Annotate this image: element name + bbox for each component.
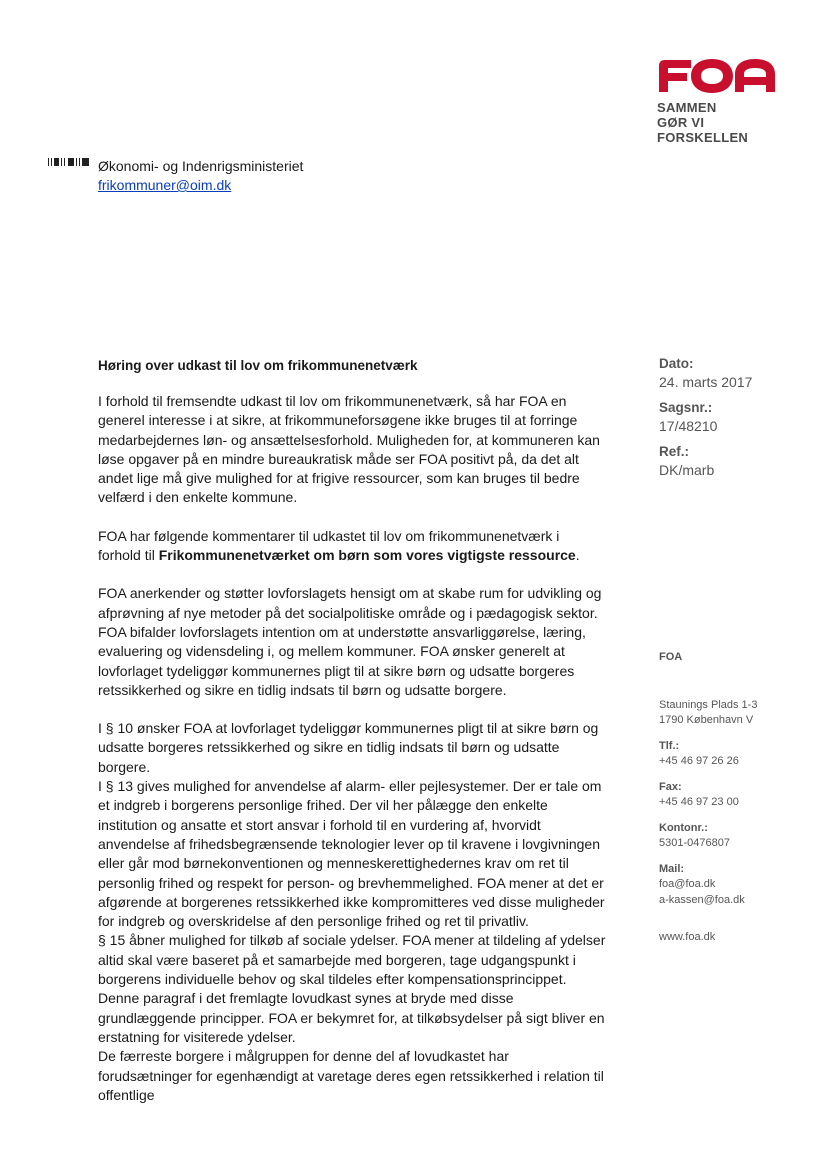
account-label: Kontonr.: — [659, 821, 708, 834]
fax-label: Fax: — [659, 780, 682, 793]
paragraph-comments-text: FOA har følgende kommentarer til udkastet til lov om frikommunenetværk i forhold til — [98, 527, 560, 564]
phone-value: +45 46 97 26 26 — [659, 755, 739, 767]
date-value: 24. marts 2017 — [659, 374, 753, 390]
mail-value-2: a-kassen@foa.dk — [659, 893, 745, 906]
foa-logo-mark — [657, 58, 777, 94]
phone-label: Tlf.: — [659, 739, 680, 752]
contact-phone — [659, 739, 809, 770]
letter-body — [98, 357, 606, 1105]
barcode-mark — [48, 158, 90, 166]
paragraph-section-13: I § 13 gives mulighed for anvendelse af alarm- eller pejlesystemer. Der er tale om et indgreb i borgerens personlige frihed. Der vil her pålægge den enkelte institution og ansatte et stort ansvar i forhold til en vurdering af, hvorvidt anvendelse af frihedsbegrænsende teknologier lever op til kravene i lovgivningen eller går mod børnekonventionen og menneskerettighedernes krav om ret til personlig frihed og respekt for person- og brevhemmelighed. FOA mener at det er afgørende at borgerenes retssikkerhed ikke kompromitteres ved disse muligheder for indgreb og overskridelse af den personlige frihed og ret til privatliv. — [98, 778, 605, 930]
address-line-1: Staunings Plads 1-3 — [659, 698, 758, 711]
date-label: Dato: — [659, 356, 694, 371]
paragraph-section-10: I § 10 ønsker FOA at lovforlaget tydeliggør kommunernes pligt til at sikre børn og udsatte borgeres retssikkerhed og sikre en tidlig indsats til børn og udsatte borgere. — [98, 720, 599, 775]
paragraph-section-15: § 15 åbner mulighed for tilkøb af sociale ydelser. FOA mener at tildeling af ydelser altid skal være baseret på et samarbejde med borgeren, tage udgangspunkt i borgerens individuelle behov og skal tildeles efter kompensationsprincippet. Denne paragraf i det fremlagte lovudkast synes at bryde med disse grundlæggende principper. FOA er bekymret for, at tilkøbsydelser på sigt bliver en erstatning for visiterede ydelser. — [98, 932, 606, 1045]
case-number-label: Sagsnr.: — [659, 400, 713, 415]
account-value: 5301-0476807 — [659, 837, 730, 849]
mail-label: Mail: — [659, 862, 685, 875]
contact-mail — [659, 862, 809, 909]
paragraph-target-group: De færreste borgere i målgruppen for denne del af lovudkastet har forudsætninger for egenhændigt at varetage deres egen retssikkerhed i relation til offentlige — [98, 1048, 604, 1103]
fax-value: +45 46 97 23 00 — [659, 796, 739, 808]
logo-tagline-line-2: GØR VI FORSKELLEN — [657, 115, 749, 145]
recipient-email-link[interactable]: frikommuner@oim.dk — [98, 177, 232, 193]
address-line-2: 1790 København V — [659, 714, 754, 726]
contact-info — [659, 650, 809, 946]
letter-title: Høring over udkast til lov om frikommunenetværk — [98, 358, 418, 373]
foa-logo — [657, 58, 779, 145]
paragraph-comments-end: . — [575, 547, 580, 564]
reference-label: Ref.: — [659, 444, 689, 459]
reference-value: DK/marb — [659, 462, 715, 478]
paragraph-intro: I forhold til fremsendte udkast til lov om frikommunenetværk, så har FOA en generel interesse i at sikre, at frikommuneforsøgene ikke bruges til at forringe medarbejdernes løn- og ansættelsesforhold. Muligheden for, at kommuneren kan løse opgaver på en mindre bureaukratisk måde ser FOA positivt på, da det alt andet lige må give mulighed for at frigive ressourcer, som kan bruges til bedre velfærd i den enkelte kommune. — [98, 393, 600, 506]
contact-fax — [659, 780, 809, 811]
recipient-name: Økonomi- og Indenrigsministeriet — [98, 158, 304, 174]
contact-account — [659, 821, 809, 852]
recipient-block — [98, 157, 303, 195]
website: www.foa.dk — [659, 931, 716, 943]
case-number-value: 17/48210 — [659, 418, 718, 434]
mail-value-1: foa@foa.dk — [659, 878, 716, 890]
letter-meta — [659, 355, 809, 487]
paragraph-support: FOA anerkender og støtter lovforslagets hensigt om at skabe rum for udvikling og afprøvning af nye metoder på det socialpolitiske område og i pædagogisk sektor. FOA bifalder lovforslagets intention om at understøtte ansvarliggørelse, læring, evaluering og vidensdeling i, og mellem kommuner. FOA ønsker generelt at lovforlaget tydeliggør kommunernes pligt til at sikre børn og udsatte borgeres retssikkerhed og sikre en tidlig indsats til børn og udsatte borgere. — [98, 585, 602, 698]
logo-tagline-line-1: SAMMEN — [657, 100, 717, 115]
paragraph-comments-bold: Frikommunenetværket om børn som vores vigtigste ressource — [158, 547, 576, 564]
paragraph-comments — [98, 527, 606, 566]
contact-address — [659, 698, 809, 729]
contact-org: FOA — [659, 651, 683, 663]
